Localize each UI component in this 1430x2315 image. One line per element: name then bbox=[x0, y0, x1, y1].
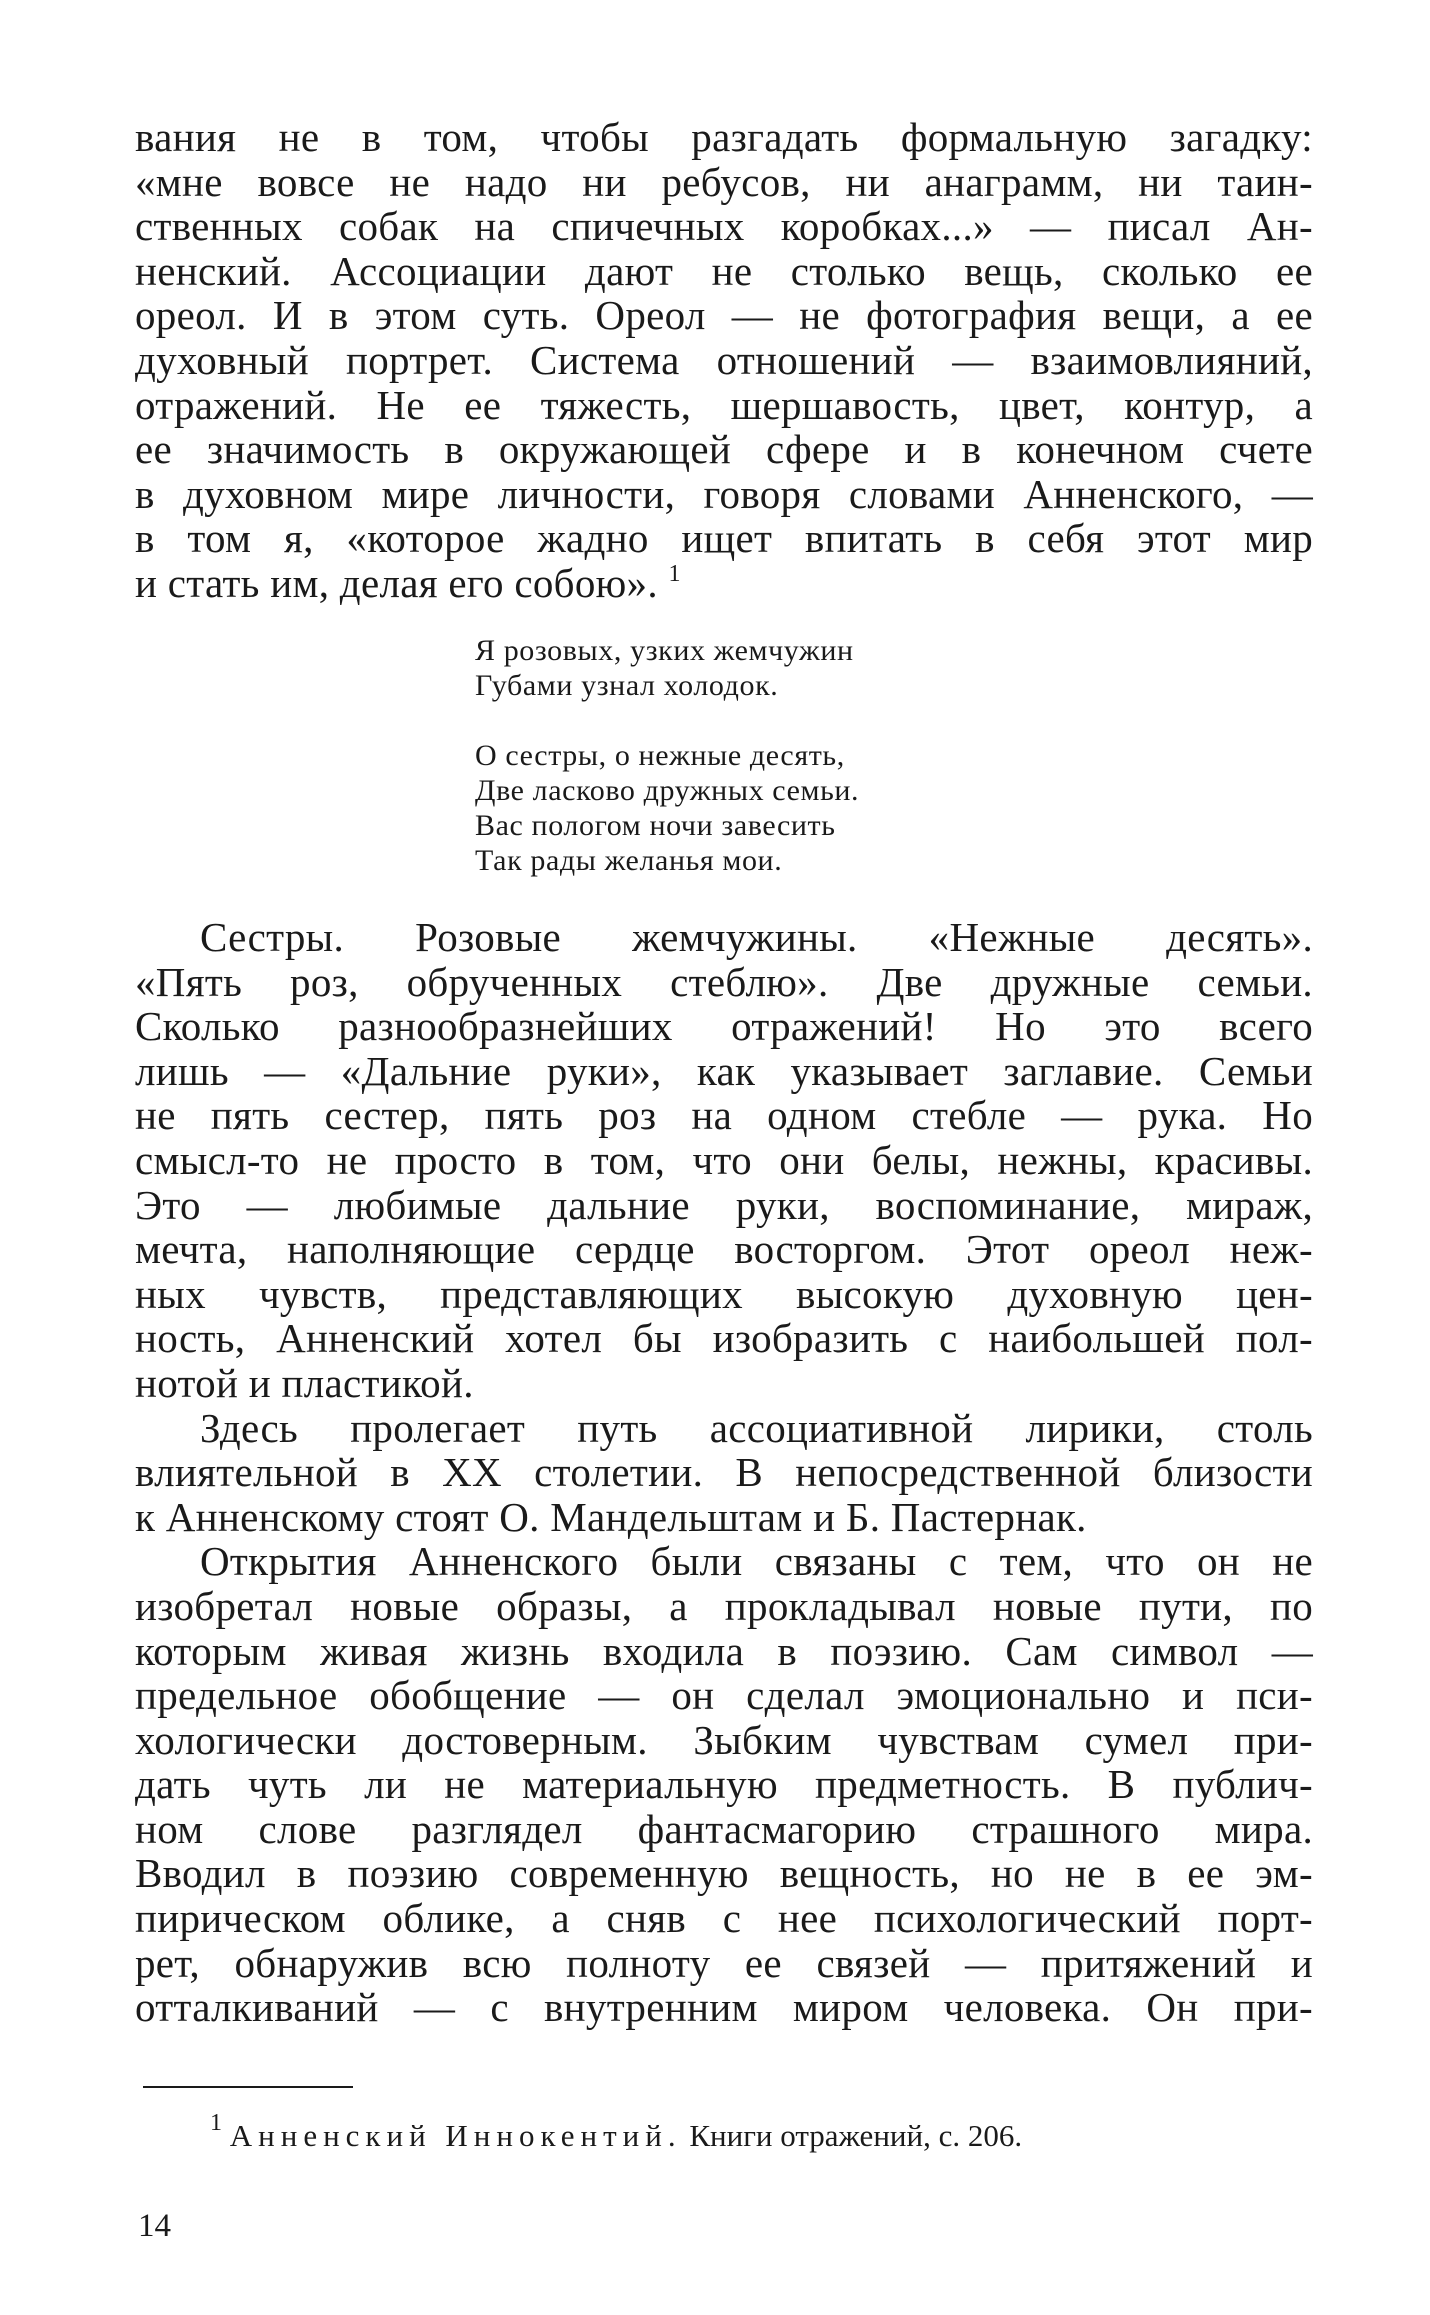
text-line: ность, Анненский хотел бы изобразить с наибольшей пол- bbox=[135, 1315, 1313, 1362]
text-line: смысл-то не просто в том, что они белы, нежны, красивы. bbox=[135, 1136, 1313, 1183]
poem-line: О сестры, о нежные десять, bbox=[475, 739, 845, 772]
text-line: не пять сестер, пять роз на одном стебле — рука. Но bbox=[135, 1092, 1313, 1139]
text-line: пирическом облике, а сняв с нее психологический порт- bbox=[135, 1895, 1313, 1942]
text-line: Это — любимые дальние руки, воспоминание, мираж, bbox=[135, 1181, 1313, 1228]
poem-line: Так рады желанья мои. bbox=[475, 844, 783, 877]
text-line: дать чуть ли не материальную предметность. В публич- bbox=[135, 1761, 1313, 1808]
text-line: влиятельной в XX столетии. В непосредственной близости bbox=[135, 1449, 1313, 1496]
text-line: Открытия Анненского были связаны с тем, что он не bbox=[200, 1538, 1313, 1585]
footnote-author: Анненский Иннокентий. bbox=[229, 2118, 682, 2153]
paragraph-top bbox=[135, 115, 1313, 606]
text-line: хологически достоверным. Зыбким чувствам сумел при- bbox=[135, 1716, 1313, 1763]
footnote-marker: 1 bbox=[668, 560, 681, 587]
stanza-break bbox=[475, 703, 859, 738]
text-line: ее значимость в окружающей сфере и в конечном счете bbox=[135, 426, 1313, 473]
text-line: Вводил в поэзию современную вещность, но не в ее эм- bbox=[135, 1850, 1313, 1897]
text-line: лишь — «Дальние руки», как указывает заглавие. Семьи bbox=[135, 1047, 1313, 1094]
text-line: ненский. Ассоциации дают не столько вещь, сколько ее bbox=[135, 247, 1313, 294]
text-line-last bbox=[135, 561, 1313, 606]
text-line: ных чувств, представляющих высокую духовную цен- bbox=[135, 1270, 1313, 1317]
text-line: изобретал новые образы, а прокладывал новые пути, по bbox=[135, 1582, 1313, 1629]
text-line: в духовном мире личности, говоря словами Анненского, — bbox=[135, 470, 1313, 517]
text-line: ореол. И в этом суть. Ореол — не фотография вещи, а ее bbox=[135, 292, 1313, 339]
text-line: предельное обобщение — он сделал эмоционально и пси- bbox=[135, 1672, 1313, 1719]
text-line: «мне вовсе не надо ни ребусов, ни анаграмм, ни таин- bbox=[135, 158, 1313, 205]
footnote-marker: 1 bbox=[210, 2110, 222, 2136]
text-line: рет, обнаружив всю полноту ее связей — притяжений и bbox=[135, 1939, 1313, 1986]
text-line: в том я, «которое жадно ищет впитать в себя этот мир bbox=[135, 515, 1313, 562]
text-line: ственных собак на спичечных коробках...» — писал Ан- bbox=[135, 203, 1313, 250]
poem-quote bbox=[475, 633, 859, 878]
text-line-content: и стать им, делая его собою». bbox=[135, 559, 658, 606]
footnote-divider bbox=[143, 2086, 353, 2088]
text-line: которым живая жизнь входила в поэзию. Сам символ — bbox=[135, 1627, 1313, 1674]
text-line: нотой и пластикой. bbox=[135, 1359, 474, 1406]
poem-line: Вас пологом ночи завесить bbox=[475, 809, 836, 842]
poem-line: Губами узнал холодок. bbox=[475, 669, 779, 702]
text-line: ном слове разглядел фантасмагорию страшного мира. bbox=[135, 1805, 1313, 1852]
text-line: Сестры. Розовые жемчужины. «Нежные десять». bbox=[200, 914, 1313, 960]
text-line: духовный портрет. Система отношений — взаимовлияний, bbox=[135, 336, 1313, 383]
footnote bbox=[210, 2110, 1023, 2154]
footnote-source: Книги отражений, с. 206. bbox=[689, 2118, 1023, 2153]
text-line: отражений. Не ее тяжесть, шершавость, цвет, контур, а bbox=[135, 381, 1313, 428]
main-text bbox=[135, 915, 1313, 2030]
text-line: мечта, наполняющие сердце восторгом. Этот ореол неж- bbox=[135, 1226, 1313, 1273]
poem-line: Я розовых, узких жемчужин bbox=[475, 634, 854, 667]
poem-line: Две ласково дружных семьи. bbox=[475, 774, 860, 807]
page-number: 14 bbox=[138, 2208, 171, 2244]
text-line: Здесь пролегает путь ассоциативной лирики, столь bbox=[200, 1404, 1313, 1451]
text-line: «Пять роз, обрученных стеблю». Две дружные семьи. bbox=[135, 958, 1313, 1005]
text-line: к Анненскому стоят О. Мандельштам и Б. Пастернак. bbox=[135, 1493, 1087, 1540]
text-line: вания не в том, чтобы разгадать формальную загадку: bbox=[135, 114, 1313, 160]
text-line: отталкиваний — с внутренним миром человека. Он при- bbox=[135, 1984, 1313, 2031]
text-line: Сколько разнообразнейших отражений! Но это всего bbox=[135, 1003, 1313, 1050]
